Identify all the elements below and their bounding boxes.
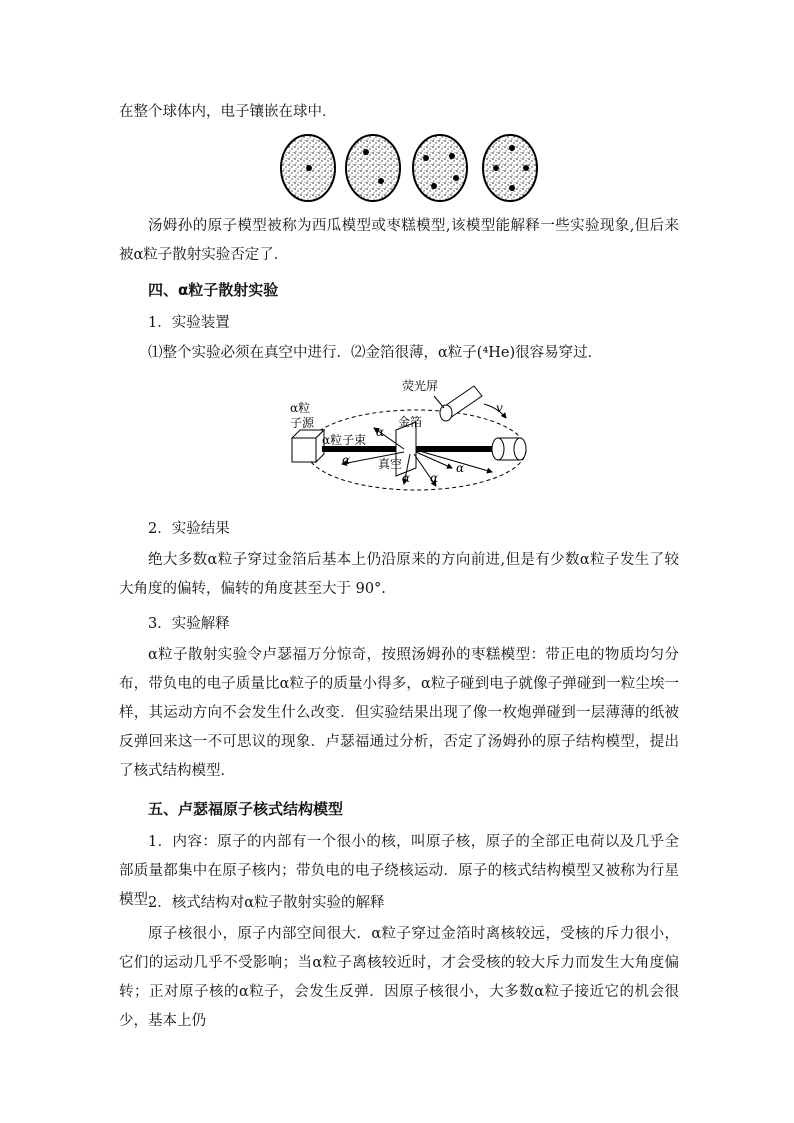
alpha-label-3: α [402, 471, 411, 485]
source-label-2: 子源 [290, 416, 315, 430]
content-text: 1．内容：原子的内部有一个很小的核，叫原子核，原子的全部正电荷以及几乎全部质量都集中在原子核内；带负电的电子绕核运动．原子的核式结构模型又被称为行星模型． [119, 834, 679, 908]
screen-label: 荧光屏 [402, 379, 439, 393]
detector [492, 438, 526, 460]
section-5-heading: 五、卢瑟福原子核式结构模型 [148, 800, 344, 818]
sphere-2 [346, 135, 400, 201]
alpha-label-5: α [456, 461, 465, 475]
velocity-label: v [496, 401, 503, 415]
subsection-1-title: 1．实验装置 [148, 315, 230, 331]
result-text: 绝大多数α粒子穿过金箔后基本上仍沿原来的方向前进,但是有少数α粒子发生了较大角度的偏转，偏转的角度甚至大于 90°. [119, 552, 679, 597]
alpha-source-box [292, 430, 324, 462]
alpha-label-4: α [430, 471, 439, 485]
subsection-2-title: 2．实验结果 [148, 521, 230, 537]
section-4-heading: 四、α粒子散射实验 [148, 281, 279, 299]
nuclear-explanation-text: 原子核很小，原子内部空间很大．α粒子穿过金箔时离核较远，受核的斥力很小，它们的运动几乎不受影响；当α粒子离核较近时，才会受核的较大斥力而发生大角度偏转；正对原子核的α粒子，会发生反弹．因原子核很小，大多数α粒子接近它的机会很少，基本上仍 [119, 926, 679, 1029]
sphere-1 [281, 135, 335, 201]
alpha-label-1: α [376, 425, 385, 439]
beam-label: α粒子束 [322, 433, 367, 447]
sphere-3 [413, 135, 467, 201]
foil-label: 金箔 [398, 415, 423, 429]
explanation-text: α粒子散射实验令卢瑟福万分惊奇，按照汤姆孙的枣糕模型：带正电的物质均匀分布，带负电的电子质量比α粒子的质量小得多，α粒子碰到电子就像子弹碰到一粒尘埃一样，其运动方向不会发生什么改变．但实验结果出现了像一枚炮弹碰到一层薄薄的纸被反弹回来这一不可思议的现象．卢瑟福通过分析，否定了汤姆孙的原子结构模型，提出了核式结构模型． [119, 647, 679, 779]
alpha-label-2: α [342, 453, 351, 467]
fluorescent-screen [434, 386, 482, 421]
sphere-4 [483, 135, 537, 201]
subsection-c2-title: 2．核式结构对α粒子散射实验的解释 [148, 895, 385, 911]
source-label-1: α粒 [290, 401, 311, 415]
subsection-3-title: 3．实验解释 [148, 616, 230, 632]
scattering-apparatus-diagram [284, 372, 546, 500]
vacuum-label: 真空 [378, 457, 403, 471]
thomson-model-text: 汤姆孙的原子模型被称为西瓜模型或枣糕模型,该模型能解释一些实验现象,但后来被α粒子散射实验否定了． [119, 218, 679, 263]
plum-pudding-figure [276, 128, 548, 208]
intro-text: 在整个球体内，电子镶嵌在球中． [119, 104, 337, 120]
apparatus-text: ⑴整个实验必须在真空中进行．⑵金箔很薄，α粒子(⁴He)很容易穿过． [148, 345, 603, 361]
